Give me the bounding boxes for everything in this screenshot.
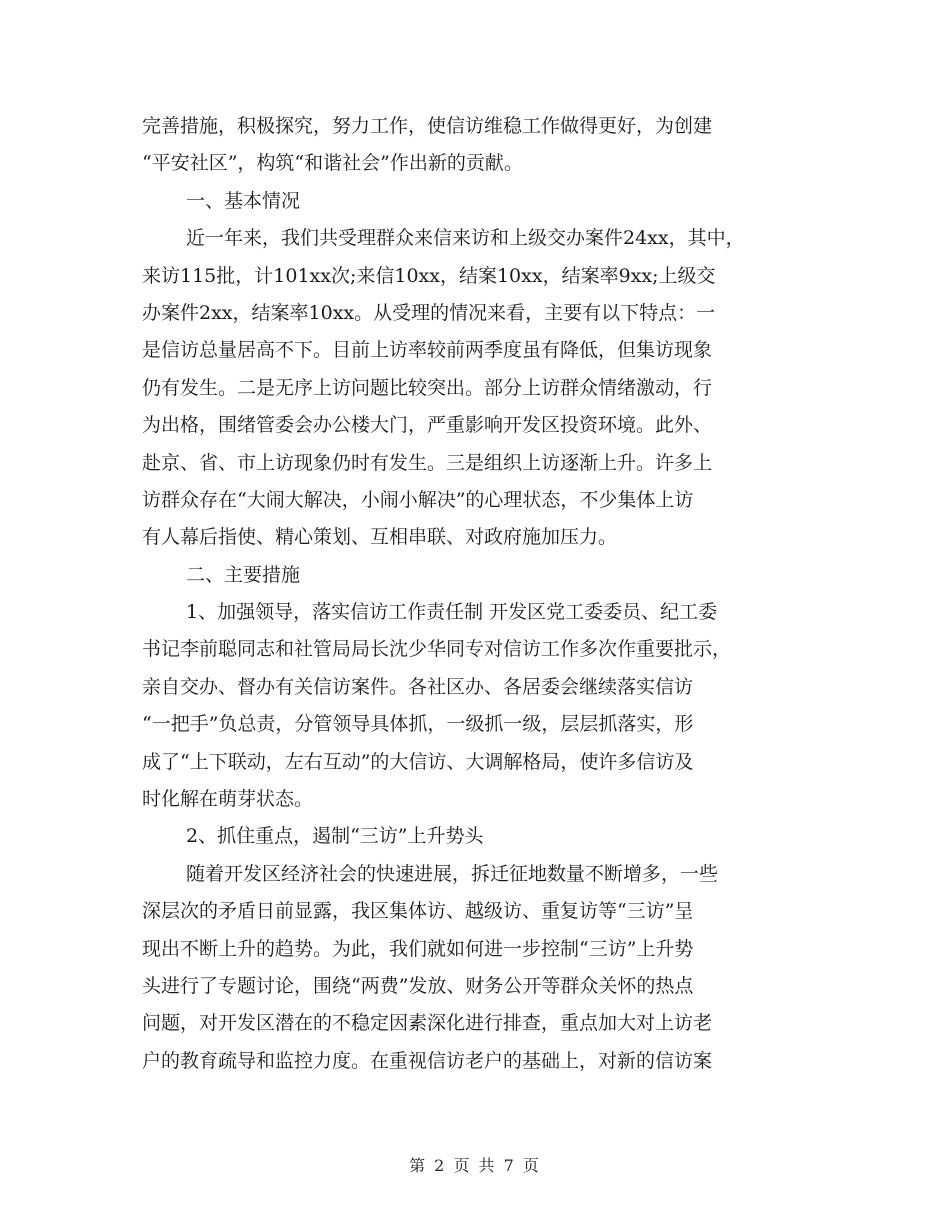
text-line: 时化解在萌芽状态。 [142,788,314,811]
document-body [142,108,810,1080]
text-line: 书记李前聪同志和社管局局长沈少华同专对信访工作多次作重要批示， [142,638,732,661]
text-line: 为出格，围绪管委会办公楼大门，严重影响开发区投资环境。此外、 [142,414,713,437]
text-line: “平安社区”，构筑“和谐社会”作出新的贡献。 [142,152,523,175]
text-line: 现出不断上升的趋势。为此，我们就如何进一步控制“三访”上升势 [142,937,694,960]
text-line: 仍有发生。二是无序上访问题比较突出。部分上访群众情绪激动，行 [142,376,713,399]
text-line: 深层次的矛盾日前显露，我区集体访、越级访、重复访等“三访”呈 [142,900,694,923]
text-line: 是信访总量居高不下。目前上访率较前两季度虽有降低，但集访现象 [142,339,713,362]
section-heading: 二、主要措施 [186,563,301,586]
text-line: 办案件2xx，结案率10xx。从受理的情况来看，主要有以下特点：一 [142,301,716,324]
section-heading: 一、基本情况 [186,189,301,212]
text-line: 问题，对开发区潜在的不稳定因素深化进行排查，重点加大对上访老 [142,1012,713,1035]
text-line: 完善措施，积极探究，努力工作，使信访维稳工作做得更好，为创建 [142,115,713,137]
text-line: 近一年来，我们共受理群众来信来访和上级交办案件24xx，其中， [186,227,745,250]
text-line: 头进行了专题讨论，围绕“两费”发放、财务公开等群众关怀的热点 [142,974,694,997]
text-line: “一把手”负总责，分管领导具体抓，一级抓一级，层层抓落实，形 [142,713,694,736]
text-line: 亲自交办、督办有关信访案件。各社区办、各居委会继续落实信访 [142,675,694,698]
text-line: 户的教育疏导和监控力度。在重视信访老户的基础上，对新的信访案 [142,1049,713,1072]
page-number-footer: 第 2 页 共 7 页 [409,1156,541,1175]
subsection-heading: 1、加强领导，落实信访工作责任制 开发区党工委委员、纪工委 [186,601,718,624]
text-line: 有人幕后指使、精心策划、互相串联、对政府施加压力。 [142,526,618,549]
text-line: 访群众存在“大闹大解决，小闹小解决”的心理状态，不少集体上访 [142,488,694,511]
text-line: 成了“上下联动，左右互动”的大信访、大调解格局，使许多信访及 [142,750,694,773]
text-line: 随着开发区经济社会的快速进展，拆迁征地数量不断增多，一些 [186,862,719,885]
text-line: 赴京、省、市上访现象仍时有发生。三是组织上访逐渐上升。许多上 [142,451,713,474]
subsection-heading: 2、抓住重点，遏制“三访”上升势头 [186,825,484,848]
text-line: 来访115批，计101xx次;来信10xx，结案10xx，结案率9xx;上级交 [142,264,716,287]
